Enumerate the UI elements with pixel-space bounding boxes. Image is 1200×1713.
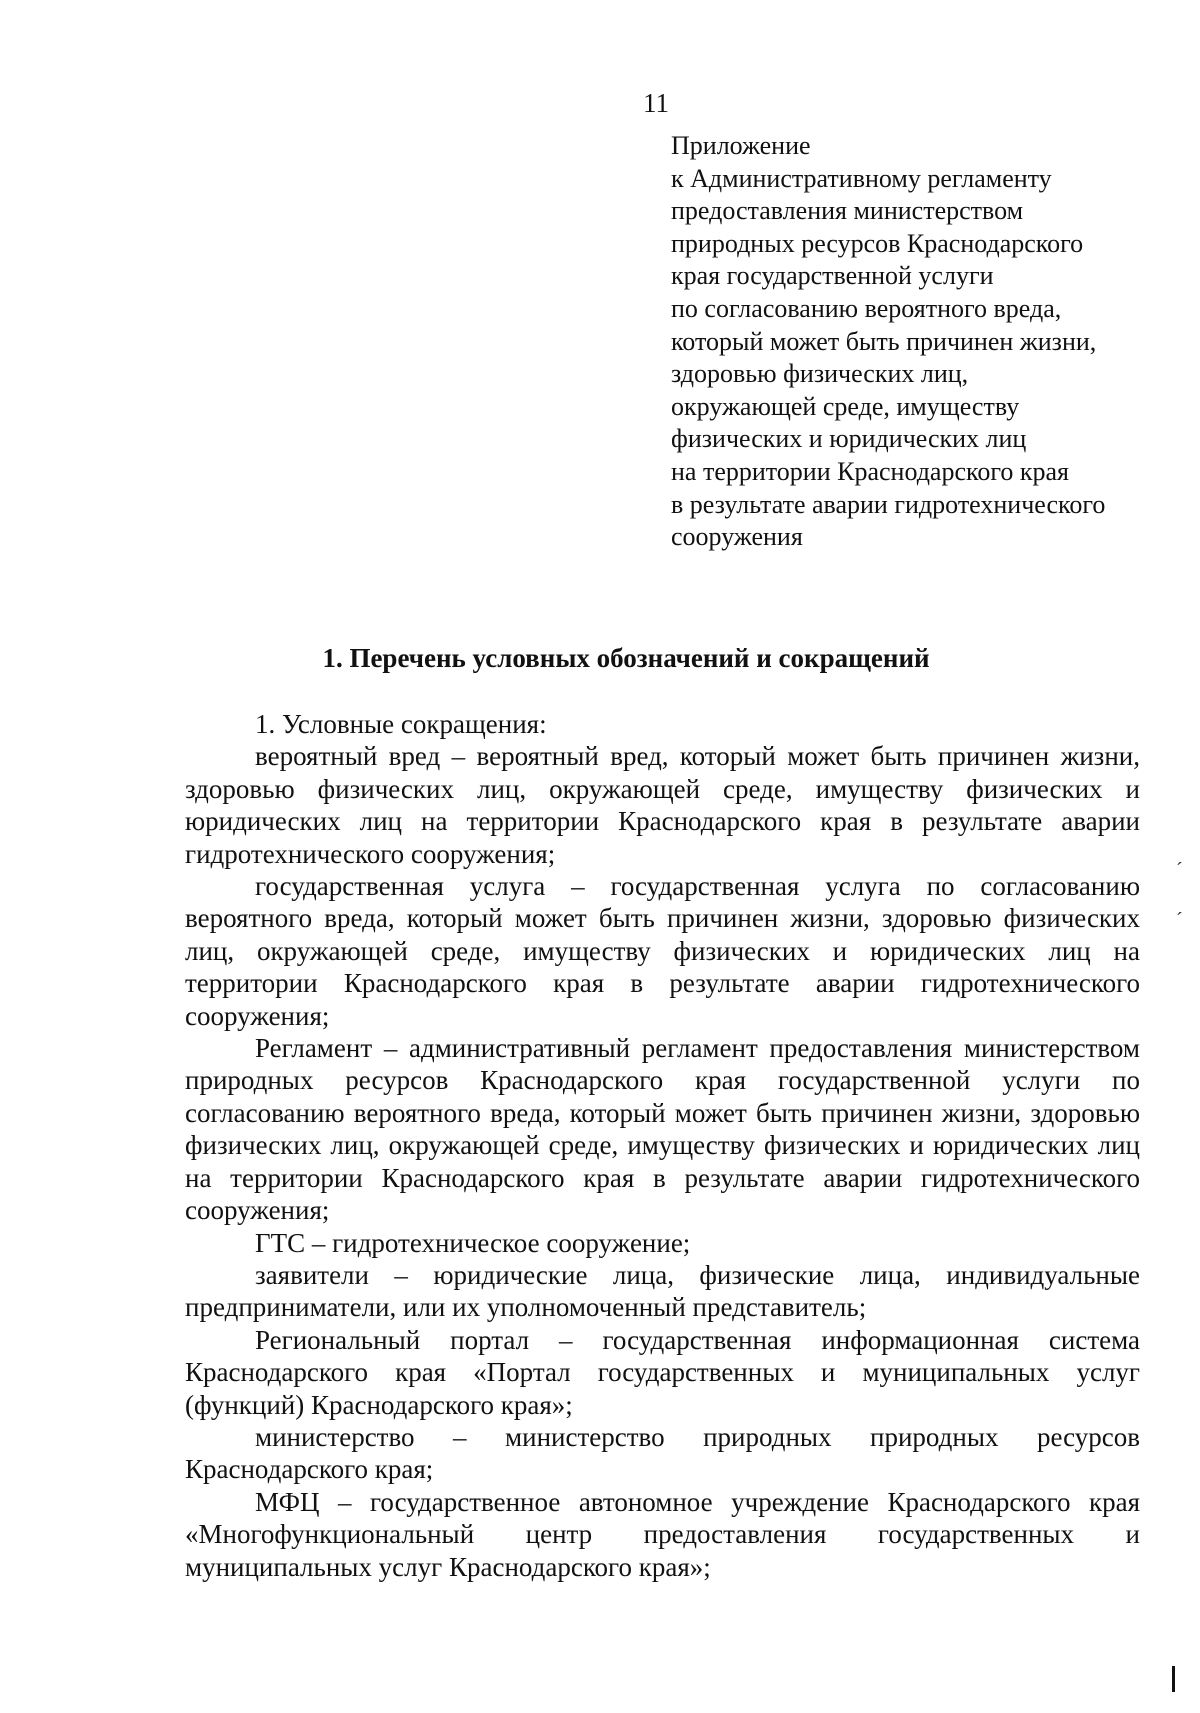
definition-paragraph: министерство – министерство природных природных ресурсов Краснодарского края; xyxy=(185,1421,1140,1485)
document-body xyxy=(185,708,1140,1583)
appendix-line: окружающей среде, имуществу xyxy=(671,391,1020,421)
appendix-line: Приложение xyxy=(671,131,811,160)
appendix-line: по согласованию вероятного вреда, xyxy=(671,293,1062,323)
definition-paragraph: ГТС – гидротехническое сооружение; xyxy=(255,1227,691,1258)
appendix-line: к Административному регламенту xyxy=(671,163,1052,193)
appendix-line: который может быть причинен жизни, xyxy=(671,326,1097,356)
definition-paragraph: МФЦ – государственное автономное учреждение Краснодарского края «Многофункциональный центр предоставления государственных и муниципальных услуг Краснодарского края»; xyxy=(185,1486,1140,1582)
appendix-line: физических и юридических лиц xyxy=(671,424,1027,454)
appendix-line: на территории Краснодарского края xyxy=(671,456,1069,486)
appendix-line: предоставления министерством xyxy=(671,196,1024,226)
appendix-line: в результате аварии гидротехнического xyxy=(671,489,1106,519)
definition-paragraph: вероятный вред – вероятный вред, который может быть причинен жизни, здоровью физических лиц, окружающей среде, имуществу физических и юридических лиц на территории Краснодарского края в результате аварии гидротехнического сооружения; xyxy=(185,741,1140,869)
page-number: 11 xyxy=(643,88,669,118)
definition-paragraph: заявители – юридические лица, физические лица, индивидуальные предприниматели, или их уполномоченный представитель; xyxy=(185,1259,1140,1323)
appendix-line: здоровью физических лиц, xyxy=(671,359,969,389)
scan-edge-mark xyxy=(1172,1666,1175,1692)
list-heading: 1. Условные сокращения: xyxy=(255,709,547,739)
scan-mark: ˊ xyxy=(1176,859,1183,881)
appendix-line: сооружения xyxy=(671,522,803,552)
scan-mark: ˊ xyxy=(1176,909,1183,931)
appendix-line: природных ресурсов Краснодарского xyxy=(671,228,1084,258)
definition-paragraph: Регламент – административный регламент предоставления министерством природных ресурсов Краснодарского края государственной услуги по согласованию вероятного вреда, который может быть причинен жизни, здоровью физических лиц, окружающей среде, имуществу физических и юридических лиц на территории Краснодарского края в результате аварии гидротехнического сооружения; xyxy=(185,1033,1140,1226)
appendix-header xyxy=(671,130,1171,554)
definition-paragraph: государственная услуга – государственная услуга по согласованию вероятного вреда, который может быть причинен жизни, здоровью физических лиц, окружающей среде, имуществу физических и юридических лиц на территории Краснодарского края в результате аварии гидротехнического сооружения; xyxy=(185,871,1140,1031)
section-title: 1. Перечень условных обозначений и сокращений xyxy=(322,643,930,673)
definition-paragraph: Региональный портал – государственная информационная система Краснодарского края «Портал государственных и муниципальных услуг (функций) Краснодарского края»; xyxy=(185,1324,1140,1420)
appendix-line: края государственной услуги xyxy=(671,261,994,291)
